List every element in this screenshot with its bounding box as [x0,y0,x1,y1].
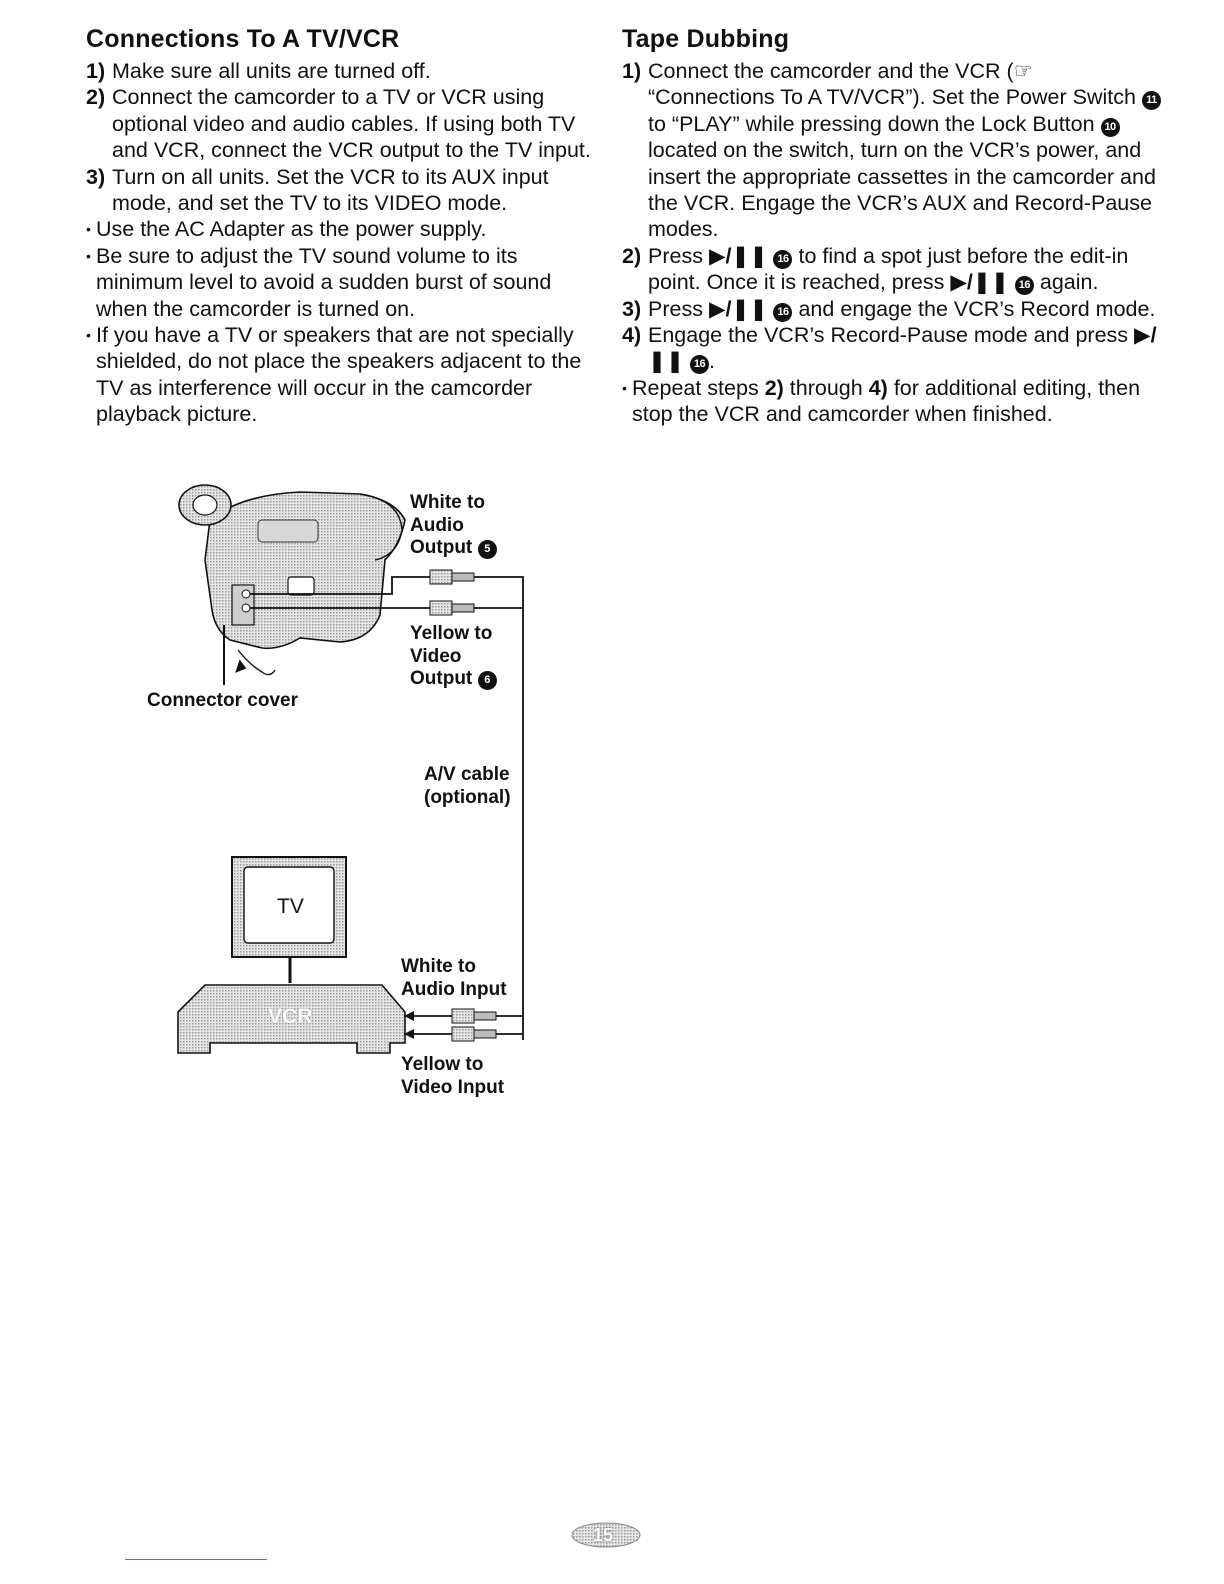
step-number: 1) [622,59,642,83]
step-text: to find a spot just before the edit-in point. Once it is reached, press [648,243,1129,295]
step-text: located on the switch, turn on the VCR’s power, and insert the appropriate cassettes in the camcorder and the VCR. Engage the VCR’s AUX and Record-Pause modes. [648,138,1156,242]
label-connector-cover: Connector cover [147,690,298,711]
label-av-cable: A/V cable (optional) [424,764,511,808]
step-text: Connect the camcorder to a TV or VCR using optional video and audio cables. If using both TV and VCR, connect the VCR output to the TV input. [112,85,591,163]
tv-illustration [232,857,346,983]
callout-badge: 11 [1142,91,1161,110]
callout-badge: 16 [690,355,709,374]
bullet-text: for additional editing, then stop the VCR and camcorder when finished. [632,375,1141,427]
step-text: Engage the VCR’s Record-Pause mode and press [648,323,1129,348]
page-number: 15 [593,1525,614,1545]
play-pause-icon: ▶/❚❚ [648,323,1157,374]
callout-badge: 16 [773,250,792,269]
play-pause-icon: ▶/❚❚ [950,270,1009,295]
step-text: to “PLAY” while pressing down the Lock Button [648,111,1095,136]
step-number: 4) [622,323,642,348]
callout-badge: 10 [1101,118,1120,137]
callout-badge: 5 [478,540,497,559]
plug-icon [430,601,452,615]
bullet-item: • Be sure to adjust the TV sound volume to its minimum level to avoid a sudden burst of sound when the camcorder is turned on. [86,243,606,322]
bullet-text: Repeat steps [632,375,759,400]
step-number: 3) [86,164,106,189]
plug-icon [452,1027,474,1041]
step-ref: 4) [868,375,888,400]
label-vcr: VCR [268,1005,313,1028]
section-title-tape-dubbing: Tape Dubbing [622,25,790,53]
camcorder-illustration [179,485,405,675]
label-yellow-video-input: Yellow to Video Input [401,1054,505,1098]
bullet-item: • If you have a TV or speakers that are not specially shielded, do not place the speakers adjacent to the TV as interference will occur in the camcorder playback picture. [86,322,606,428]
footer-divider [125,1559,267,1560]
step-text: Press [648,243,703,268]
step-text: again. [1039,270,1099,295]
step-item: 1) Connect the camcorder and the VCR (☞ “Connections To A TV/VCR”). Set the Power Switch 11 to “PLAY” while pressing down the Lock Button 10 located on the switch, turn on the VCR’s power, and insert the appropriate cassettes in the camcorder and the VCR. Engage the VCR’s AUX and Record-Pause modes. [622,58,1162,243]
section-title-connections: Connections To A TV/VCR [86,25,400,53]
step-text: Make sure all units are turned off. [112,59,431,83]
label-white-audio-input: White to Audio Input [401,956,507,1000]
plug-icon [452,1009,474,1023]
step-number: 1) [86,59,106,83]
callout-badge: 16 [1015,276,1034,295]
play-pause-icon: ▶/❚❚ [708,243,768,268]
callout-badge: 6 [478,671,497,690]
reference-icon: ☞ [1013,59,1033,83]
step-text: Connect the camcorder and the VCR [648,59,1001,83]
label-white-audio-output: White to Audio Output 5 [410,492,497,560]
step-text: Turn on all units. Set the VCR to its AUX input mode, and set the TV to its VIDEO mode. [112,164,549,216]
bullet-item: • Use the AC Adapter as the power supply. [86,216,606,242]
vcr-input-cables [404,1009,523,1041]
step-number: 3) [622,296,642,321]
bullet-text: through [789,375,863,400]
step-text: Press [648,296,703,321]
step-text: “Connections To A TV/VCR”). Set the Power Switch [648,85,1136,110]
play-pause-icon: ▶/❚❚ [708,296,768,321]
step-number: 2) [86,85,106,110]
plug-icon [430,570,452,584]
step-text: and engage the VCR’s Record mode. [798,296,1156,321]
callout-badge: 16 [773,303,792,322]
label-tv: TV [277,895,304,918]
step-number: 2) [622,243,642,268]
label-yellow-video-output: Yellow to Video Output 6 [410,623,497,691]
step-ref: 2) [764,375,784,400]
step-text: . [709,349,715,374]
